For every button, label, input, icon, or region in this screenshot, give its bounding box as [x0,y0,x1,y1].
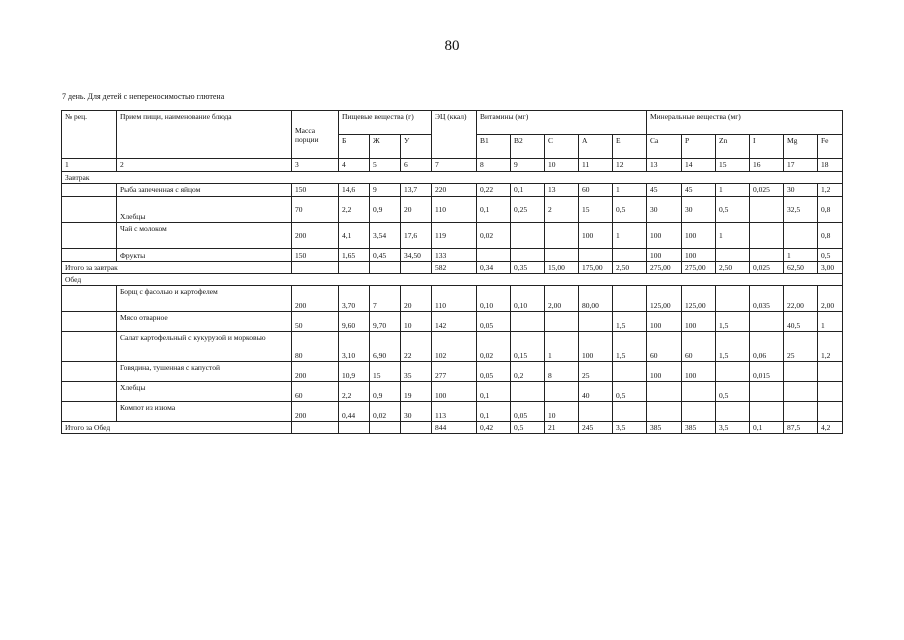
column-number: 4 [339,159,370,172]
value-cell: 50 [292,312,339,332]
value-cell: 3,70 [339,286,370,312]
value-cell: 100 [682,312,716,332]
value-cell [750,402,784,422]
value-cell: 1 [613,223,647,249]
value-cell [511,249,545,262]
column-number: 10 [545,159,579,172]
value-cell: 0,2 [511,362,545,382]
header-nutrient-col: Ж [370,135,401,159]
total-value: 844 [432,422,477,434]
total-empty-cell [339,262,370,274]
table-row [62,197,843,223]
total-value: 4,2 [818,422,843,434]
value-cell: 1 [613,184,647,197]
value-cell: 60 [292,382,339,402]
value-cell: 0,9 [370,382,401,402]
value-cell: 0,22 [477,184,511,197]
value-cell: 142 [432,312,477,332]
dish-name: Фрукты [117,249,292,262]
value-cell: 10 [401,312,432,332]
value-cell [613,286,647,312]
value-cell: 1,5 [613,312,647,332]
value-cell [477,249,511,262]
value-cell: 35 [401,362,432,382]
recipe-no-cell [62,362,117,382]
total-value: 21 [545,422,579,434]
total-value: 2,50 [716,262,750,274]
total-value: 3,5 [716,422,750,434]
value-cell: 60 [647,332,682,362]
section-row [62,172,843,184]
value-cell: 100 [647,223,682,249]
section-row [62,274,843,286]
value-cell: 3,54 [370,223,401,249]
value-cell: 9 [370,184,401,197]
table-caption: 7 день. Для детей с непереносимостью глютена [62,92,225,101]
column-number: 5 [370,159,401,172]
dish-name: Рыба запеченная с яйцом [117,184,292,197]
value-cell: 4,1 [339,223,370,249]
value-cell: 22,00 [784,286,818,312]
total-value: 3,5 [613,422,647,434]
value-cell: 113 [432,402,477,422]
column-number: 8 [477,159,511,172]
value-cell: 0,1 [511,184,545,197]
value-cell: 1,5 [716,312,750,332]
value-cell [784,382,818,402]
value-cell: 1,5 [613,332,647,362]
value-cell: 0,05 [511,402,545,422]
column-number: 7 [432,159,477,172]
value-cell: 0,5 [613,197,647,223]
table-row [62,402,843,422]
value-cell [750,223,784,249]
value-cell: 102 [432,332,477,362]
table-row [62,286,843,312]
table-row [62,223,843,249]
value-cell: 0,02 [370,402,401,422]
header-vitamin-col: В1 [477,135,511,159]
value-cell [818,382,843,402]
value-cell: 119 [432,223,477,249]
dish-name: Чай с молоком [117,223,292,249]
total-label: Итого за завтрак [62,262,292,274]
value-cell [545,223,579,249]
value-cell: 15 [370,362,401,382]
value-cell: 0,05 [477,362,511,382]
total-value: 15,00 [545,262,579,274]
recipe-no-cell [62,249,117,262]
recipe-no-cell [62,402,117,422]
value-cell: 125,00 [682,286,716,312]
value-cell: 200 [292,286,339,312]
value-cell: 200 [292,362,339,382]
total-value: 3,00 [818,262,843,274]
column-number: 1 [62,159,117,172]
value-cell: 0,1 [477,197,511,223]
table-row [62,332,843,362]
value-cell: 3,10 [339,332,370,362]
column-number: 11 [579,159,613,172]
value-cell: 100 [432,382,477,402]
value-cell [647,382,682,402]
value-cell: 0,02 [477,332,511,362]
total-value: 385 [647,422,682,434]
value-cell: 30 [682,197,716,223]
value-cell: 45 [682,184,716,197]
value-cell: 100 [579,223,613,249]
value-cell: 0,8 [818,197,843,223]
value-cell: 7 [370,286,401,312]
header-mineral-col: I [750,135,784,159]
recipe-no-cell [62,382,117,402]
column-number: 3 [292,159,339,172]
total-value: 275,00 [682,262,716,274]
dish-name: Говядина, тушенная с капустой [117,362,292,382]
value-cell: 1,2 [818,332,843,362]
value-cell: 80 [292,332,339,362]
value-cell: 100 [579,332,613,362]
total-label: Итого за Обед [62,422,292,434]
value-cell [784,223,818,249]
header-vitamin-col: С [545,135,579,159]
value-cell: 32,5 [784,197,818,223]
column-number: 18 [818,159,843,172]
column-number: 16 [750,159,784,172]
value-cell: 10,9 [339,362,370,382]
value-cell: 30 [401,402,432,422]
value-cell [818,402,843,422]
value-cell: 100 [647,312,682,332]
value-cell [579,249,613,262]
value-cell: 110 [432,197,477,223]
value-cell: 40,5 [784,312,818,332]
value-cell [613,249,647,262]
total-value: 0,34 [477,262,511,274]
nutrition-table [61,110,843,434]
value-cell: 0,05 [477,312,511,332]
value-cell: 100 [647,362,682,382]
total-value: 0,025 [750,262,784,274]
total-value: 0,1 [750,422,784,434]
value-cell: 25 [579,362,613,382]
value-cell: 0,5 [716,197,750,223]
value-cell: 1 [818,312,843,332]
value-cell [613,402,647,422]
column-number: 17 [784,159,818,172]
value-cell: 100 [682,223,716,249]
value-cell [784,402,818,422]
value-cell [682,382,716,402]
value-cell: 14,6 [339,184,370,197]
column-number: 2 [117,159,292,172]
value-cell: 0,25 [511,197,545,223]
value-cell: 19 [401,382,432,402]
value-cell: 150 [292,184,339,197]
dish-name: Хлебцы [117,382,292,402]
value-cell: 0,10 [511,286,545,312]
value-cell: 22 [401,332,432,362]
dish-name: Хлебцы [117,197,292,223]
recipe-no-cell [62,223,117,249]
total-empty-cell [370,262,401,274]
total-empty-cell [292,262,339,274]
header-vitamin-col: Е [613,135,647,159]
value-cell: 9,60 [339,312,370,332]
value-cell [579,402,613,422]
value-cell: 6,90 [370,332,401,362]
value-cell: 1 [716,223,750,249]
value-cell: 45 [647,184,682,197]
value-cell: 200 [292,402,339,422]
total-value: 245 [579,422,613,434]
value-cell: 60 [579,184,613,197]
value-cell [682,402,716,422]
total-value: 2,50 [613,262,647,274]
value-cell [750,249,784,262]
header-energy: ЭЦ (ккал) [432,111,477,159]
total-value: 275,00 [647,262,682,274]
value-cell: 1,65 [339,249,370,262]
value-cell: 0,15 [511,332,545,362]
header-mineral-col: Са [647,135,682,159]
value-cell: 0,015 [750,362,784,382]
value-cell: 125,00 [647,286,682,312]
value-cell: 0,1 [477,402,511,422]
value-cell [716,286,750,312]
value-cell: 15 [579,197,613,223]
value-cell [511,312,545,332]
value-cell [613,362,647,382]
value-cell: 30 [784,184,818,197]
value-cell: 150 [292,249,339,262]
dish-name: Мясо отварное [117,312,292,332]
value-cell: 13,7 [401,184,432,197]
value-cell: 0,8 [818,223,843,249]
value-cell: 80,00 [579,286,613,312]
total-value: 0,42 [477,422,511,434]
total-row [62,262,843,274]
value-cell: 8 [545,362,579,382]
value-cell: 0,10 [477,286,511,312]
column-number: 14 [682,159,716,172]
total-value: 175,00 [579,262,613,274]
value-cell [511,223,545,249]
header-meal-dish: Прием пищи, наименование блюда [117,111,292,159]
value-cell: 34,50 [401,249,432,262]
table-row [62,382,843,402]
total-row [62,422,843,434]
value-cell: 70 [292,197,339,223]
recipe-no-cell [62,184,117,197]
recipe-no-cell [62,197,117,223]
value-cell [750,197,784,223]
total-empty-cell [401,422,432,434]
value-cell: 1 [784,249,818,262]
value-cell: 0,5 [613,382,647,402]
value-cell: 10 [545,402,579,422]
value-cell [579,312,613,332]
value-cell: 133 [432,249,477,262]
value-cell: 0,45 [370,249,401,262]
recipe-no-cell [62,286,117,312]
header-vitamins: Витамины (мг) [477,111,647,135]
header-nutrient-col: Б [339,135,370,159]
value-cell: 1,2 [818,184,843,197]
value-cell: 100 [647,249,682,262]
total-value: 0,5 [511,422,545,434]
header-recipe-no: № рец. [62,111,117,159]
value-cell: 1,5 [716,332,750,362]
total-empty-cell [370,422,401,434]
value-cell: 2,2 [339,382,370,402]
value-cell [716,362,750,382]
value-cell: 0,025 [750,184,784,197]
dish-name: Салат картофельный с кукурузой и морковью [117,332,292,362]
total-value: 62,50 [784,262,818,274]
value-cell [716,402,750,422]
header-mineral-col: Mg [784,135,818,159]
total-value: 87,5 [784,422,818,434]
header-portion-mass: Масса порции [292,111,339,159]
dish-name: Компот из изюма [117,402,292,422]
value-cell [511,382,545,402]
value-cell: 1 [716,184,750,197]
value-cell: 13 [545,184,579,197]
value-cell: 2,2 [339,197,370,223]
value-cell: 0,9 [370,197,401,223]
value-cell: 9,70 [370,312,401,332]
column-number: 13 [647,159,682,172]
value-cell [818,362,843,382]
value-cell: 110 [432,286,477,312]
value-cell: 220 [432,184,477,197]
value-cell [545,249,579,262]
value-cell: 200 [292,223,339,249]
recipe-no-cell [62,332,117,362]
value-cell: 0,035 [750,286,784,312]
value-cell [750,382,784,402]
value-cell: 30 [647,197,682,223]
header-nutrients: Пищевые вещества (г) [339,111,432,135]
value-cell: 0,06 [750,332,784,362]
value-cell [545,382,579,402]
value-cell [647,402,682,422]
total-empty-cell [292,422,339,434]
column-number: 12 [613,159,647,172]
value-cell: 2,00 [545,286,579,312]
value-cell [750,312,784,332]
total-value: 385 [682,422,716,434]
header-mineral-col: Zn [716,135,750,159]
total-value: 0,35 [511,262,545,274]
total-value: 582 [432,262,477,274]
value-cell: 0,1 [477,382,511,402]
value-cell: 17,6 [401,223,432,249]
header-vitamin-col: В2 [511,135,545,159]
value-cell: 1 [545,332,579,362]
value-cell: 0,5 [716,382,750,402]
table-row [62,362,843,382]
value-cell: 0,02 [477,223,511,249]
value-cell: 20 [401,197,432,223]
header-mineral-col: Р [682,135,716,159]
header-vitamin-col: А [579,135,613,159]
value-cell: 25 [784,332,818,362]
column-number: 15 [716,159,750,172]
value-cell [784,362,818,382]
table-row [62,249,843,262]
value-cell [545,312,579,332]
section-title: Завтрак [62,172,843,184]
value-cell: 277 [432,362,477,382]
recipe-no-cell [62,312,117,332]
value-cell: 0,44 [339,402,370,422]
value-cell: 60 [682,332,716,362]
value-cell: 2,00 [818,286,843,312]
table-row [62,312,843,332]
section-title: Обед [62,274,843,286]
column-number: 9 [511,159,545,172]
value-cell: 100 [682,362,716,382]
column-number: 6 [401,159,432,172]
header-minerals: Минеральные вещества (мг) [647,111,843,135]
total-empty-cell [401,262,432,274]
value-cell: 20 [401,286,432,312]
value-cell: 0,5 [818,249,843,262]
value-cell: 2 [545,197,579,223]
header-mineral-col: Fe [818,135,843,159]
total-empty-cell [339,422,370,434]
value-cell: 100 [682,249,716,262]
value-cell: 40 [579,382,613,402]
page-number: 80 [444,38,460,54]
value-cell [716,249,750,262]
dish-name: Борщ с фасолью и картофелем [117,286,292,312]
header-nutrient-col: У [401,135,432,159]
table-row [62,184,843,197]
